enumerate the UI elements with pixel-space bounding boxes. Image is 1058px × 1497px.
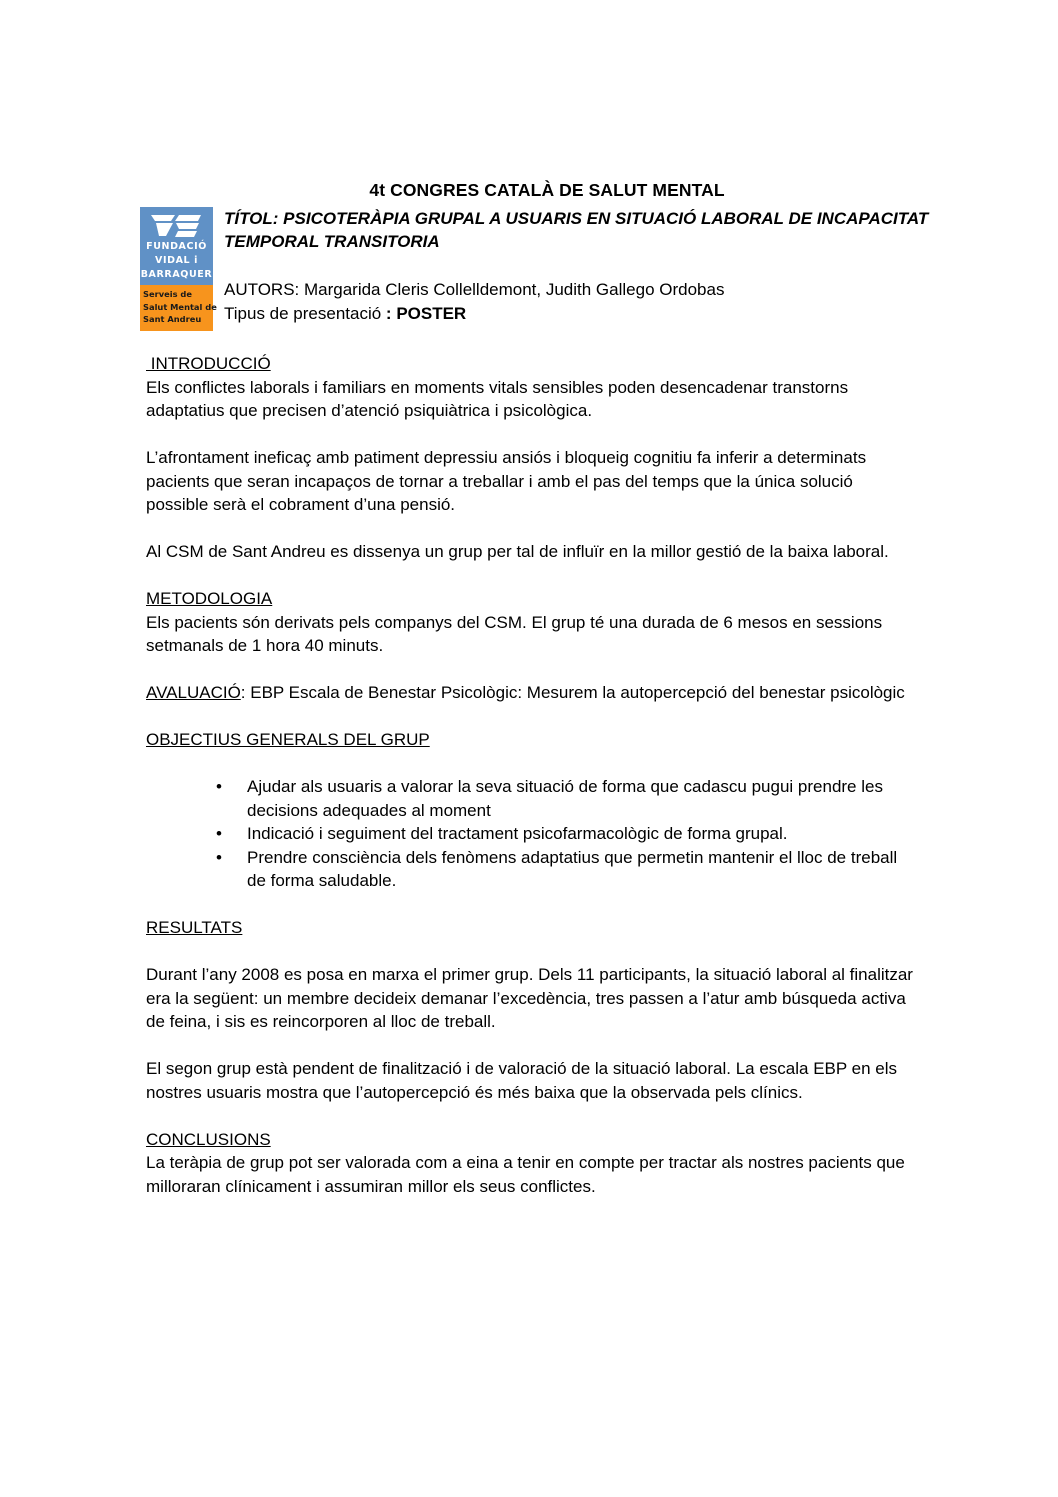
- logo-blue-panel: [140, 207, 213, 285]
- heading-introduccio: INTRODUCCIÓ: [146, 354, 271, 373]
- list-item: [146, 775, 914, 822]
- paragraph-metodologia-1: Els pacients són derivats pels companys del CSM. El grup té una durada de 6 mesos en sessions setmanals de 1 hora 40 minuts.: [146, 612, 883, 655]
- section-avaluacio: [146, 681, 914, 705]
- institution-logo: [140, 207, 217, 331]
- list-item: [146, 846, 914, 893]
- document-body: [146, 352, 914, 1198]
- spacer: [146, 423, 914, 447]
- spacer: [146, 517, 914, 541]
- section-conclusions: [146, 1128, 914, 1199]
- objectius-list: [146, 775, 914, 893]
- authors-block: [224, 278, 930, 326]
- paragraph-conclusions-1: La teràpia de grup pot ser valorada com a eina a tenir en compte per tractar als nostres pacients que milloraran clínicament i assumiran millor els seus conflictes.: [146, 1153, 905, 1196]
- section-objectius: [146, 728, 914, 893]
- header-text-block: [224, 207, 930, 326]
- spacer: [146, 752, 914, 776]
- paragraph-introduccio-2: L’afrontament ineficaç amb patiment depressiu ansiós i bloqueig cognitiu fa inferir a determinats pacients que seran incapaços de tornar a treballar i amb el pas del temps que la única solució possible serà el cobrament d’una pensió.: [146, 448, 867, 514]
- spacer: [146, 658, 914, 682]
- spacer: [146, 1104, 914, 1128]
- presentation-type-separator: :: [385, 304, 397, 323]
- heading-avaluacio: AVALUACIÓ: [146, 683, 241, 702]
- spacer: [146, 940, 914, 964]
- heading-objectius: OBJECTIUS GENERALS DEL GRUP: [146, 730, 430, 749]
- paragraph-resultats-1: Durant l’any 2008 es posa en marxa el primer grup. Dels 11 participants, la situació laboral al finalitzar era la següent: un membre decideix demanar l’excedència, tres passen a l’atur amb búsqueda activa de feina, i sis es reincorporen al lloc de treball.: [146, 965, 913, 1031]
- bullet-icon: •: [216, 824, 222, 843]
- spacer: [146, 1034, 914, 1058]
- logo-orange-line-1: Serveis de: [143, 289, 192, 299]
- logo-orange-line-2: Salut Mental de: [143, 301, 217, 312]
- spacer: [146, 705, 914, 729]
- logo-line-3: BARRAQUER: [140, 269, 213, 280]
- logo-line-2: VIDAL i: [155, 255, 198, 266]
- presentation-type-line: [224, 302, 930, 326]
- section-introduccio: [146, 352, 914, 564]
- list-item: [146, 822, 914, 846]
- heading-resultats: RESULTATS: [146, 918, 243, 937]
- bullet-icon: •: [216, 847, 222, 867]
- logo-orange-panel: [140, 285, 217, 331]
- paragraph-avaluacio: [146, 681, 914, 705]
- document-title: TÍTOL: PSICOTERÀPIA GRUPAL A USUARIS EN SITUACIÓ LABORAL DE INCAPACITAT TEMPORAL TRANSITORIA: [224, 209, 929, 251]
- list-item-label: Ajudar als usuaris a valorar la seva situació de forma que cadascu pugui prendre les decisions adequades al moment: [247, 777, 883, 820]
- paragraph-introduccio-1: Els conflictes laborals i familiars en moments vitals sensibles poden desencadenar transtorns adaptatius que precisen d’atenció psiquiàtrica i psicològica.: [146, 377, 849, 420]
- bullet-icon: •: [216, 777, 222, 796]
- presentation-type-value: POSTER: [396, 304, 467, 323]
- heading-metodologia: METODOLOGIA: [146, 589, 273, 608]
- paragraph-resultats-2: El segon grup està pendent de finalització i de valoració de la situació laboral. La escala EBP en els nostres usuaris mostra que l’autopercepció és més baixa que la observada pels clínics.: [146, 1059, 897, 1102]
- congress-title: 4t CONGRES CATALÀ DE SALUT MENTAL: [369, 180, 725, 200]
- paragraph-avaluacio-body: : EBP Escala de Benestar Psicològic: Mesurem la autopercepció del benestar psicològic: [240, 683, 905, 702]
- spacer: [146, 893, 914, 917]
- logo-orange-line-3: Sant Andreu: [143, 314, 202, 325]
- list-item-label: Indicació i seguiment del tractament psicofarmacològic de forma grupal.: [247, 824, 788, 843]
- section-resultats: [146, 916, 914, 1104]
- heading-conclusions: CONCLUSIONS: [146, 1129, 271, 1149]
- logo-blue-text: [140, 240, 213, 282]
- spacer: [146, 564, 914, 588]
- authors-line: AUTORS: Margarida Cleris Collelldemont, Judith Gallego Ordobas: [224, 280, 725, 299]
- vb-monogram-icon: [149, 212, 205, 238]
- section-metodologia: [146, 587, 914, 658]
- paragraph-introduccio-3: Al CSM de Sant Andreu es dissenya un grup per tal de influïr en la millor gestió de la baixa laboral.: [146, 542, 889, 561]
- logo-line-1: FUNDACIÓ: [146, 241, 207, 252]
- presentation-type-label: Tipus de presentació: [224, 304, 386, 323]
- list-item-label: Prendre consciència dels fenòmens adaptatius que permetin mantenir el lloc de treball de forma saludable.: [247, 847, 898, 890]
